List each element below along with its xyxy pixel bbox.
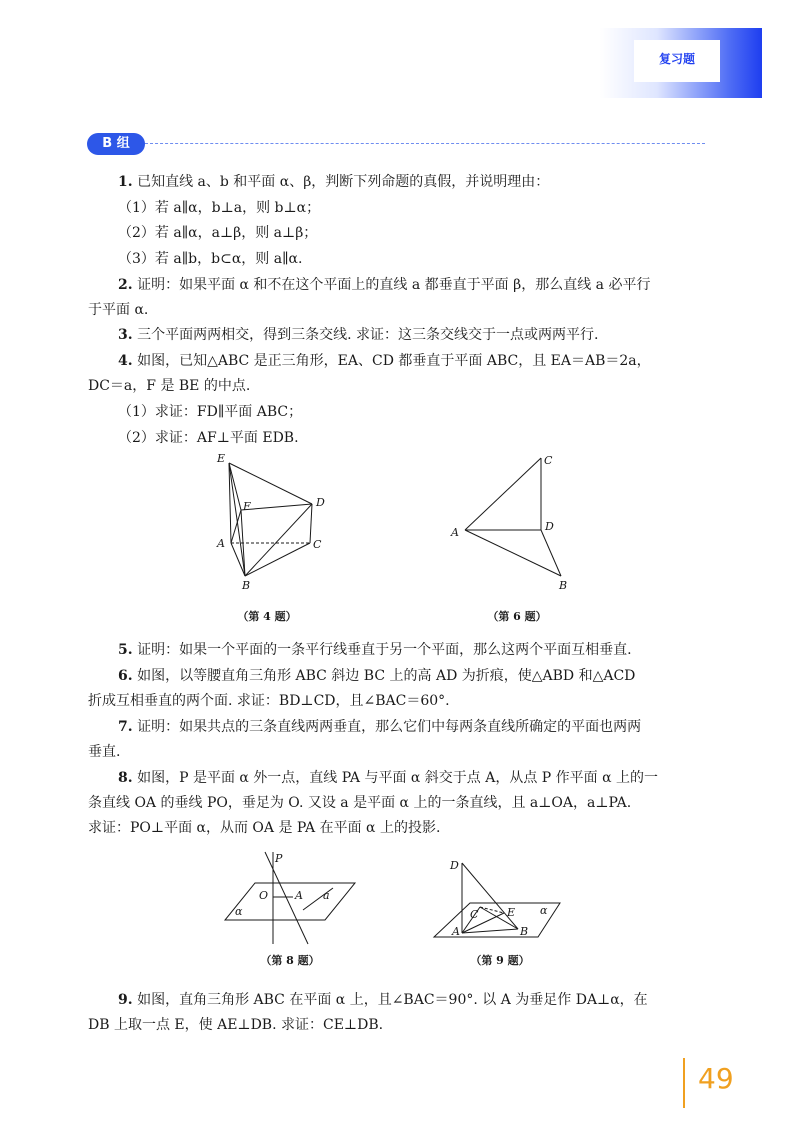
fig6-label-d: D xyxy=(545,520,554,533)
problem-4-item-2: （2）求证：AF⊥平面 EDB. xyxy=(118,430,299,446)
figure-6 xyxy=(445,448,585,598)
fig9-label-alpha: α xyxy=(540,904,548,917)
problem-6: 6. 如图，以等腰直角三角形 ABC 斜边 BC 上的高 AD 为折痕，使△ABD 和△ACD xyxy=(118,668,636,684)
problem-4: 4. 如图，已知△ABC 是正三角形，EA、CD 都垂直于平面 ABC，且 EA＝AB＝2a， xyxy=(118,353,651,369)
problem-1-item-2: （2）若 a∥α，a⊥β，则 a⊥β； xyxy=(118,225,318,241)
figure-4-caption: （第 4 题） xyxy=(237,610,297,623)
figure-9-caption: （第 9 题） xyxy=(470,954,530,967)
problem-7-cont: 垂直. xyxy=(88,744,121,760)
figure-9 xyxy=(430,855,570,945)
fig8-label-a: A xyxy=(295,889,303,902)
fig9-label-d: D xyxy=(450,859,459,872)
figure-8 xyxy=(215,848,365,946)
fig6-label-b: B xyxy=(559,579,568,592)
problem-2: 2. 证明：如果平面 α 和不在这个平面上的直线 a 都垂直于平面 β，那么直线 a 必平行 xyxy=(118,277,651,293)
problem-5: 5. 证明：如果一个平面的一条平行线垂直于另一个平面，那么这两个平面互相垂直. xyxy=(118,642,632,658)
fig6-label-c: C xyxy=(544,454,553,467)
problem-9-cont: DB 上取一点 E，使 AE⊥DB. 求证：CE⊥DB. xyxy=(88,1017,384,1033)
problem-9: 9. 如图，直角三角形 ABC 在平面 α 上，且∠BAC＝90°. 以 A 为垂足作 DA⊥α，在 xyxy=(118,992,648,1008)
fig8-label-p: P xyxy=(275,852,283,865)
page-number: 49 xyxy=(698,1062,734,1095)
problem-8-cont-2: 求证：PO⊥平面 α，从而 OA 是 PA 在平面 α 上的投影. xyxy=(88,820,441,836)
fig8-label-o: O xyxy=(259,889,269,902)
figure-4 xyxy=(205,448,345,598)
problem-1: 1. 已知直线 a、b 和平面 α、β，判断下列命题的真假，并说明理由： xyxy=(118,174,550,190)
fig4-label-d: D xyxy=(316,496,325,509)
fig4-label-a: A xyxy=(217,537,225,550)
fig8-label-alpha: α xyxy=(235,905,243,918)
fig4-label-e: E xyxy=(217,452,226,465)
fig9-label-b: B xyxy=(520,925,529,938)
page-number-rule xyxy=(683,1058,685,1108)
figure-8-caption: （第 8 题） xyxy=(260,954,320,967)
problem-4-cont: DC＝a，F 是 BE 的中点. xyxy=(88,378,251,394)
problem-1-item-1: （1）若 a∥α，b⊥a，则 b⊥α； xyxy=(118,200,321,216)
problem-6-cont: 折成互相垂直的两个面. 求证：BD⊥CD，且∠BAC＝60°. xyxy=(88,693,450,709)
section-title: 复习题 xyxy=(658,52,695,66)
fig9-label-c: C xyxy=(470,908,479,921)
fig8-label-line-a: a xyxy=(323,889,330,902)
fig9-label-a: A xyxy=(452,925,460,938)
problem-4-item-1: （1）求证：FD∥平面 ABC； xyxy=(118,404,303,420)
group-badge: B 组 xyxy=(87,133,145,155)
figure-6-caption: （第 6 题） xyxy=(487,610,547,623)
fig9-label-e: E xyxy=(507,906,516,919)
problem-8: 8. 如图，P 是平面 α 外一点，直线 PA 与平面 α 斜交于点 A，从点 P 作平面 α 上的一 xyxy=(118,770,659,786)
problem-8-cont-1: 条直线 OA 的垂线 PO，垂足为 O. 又设 a 是平面 α 上的一条直线，且 a⊥OA，a⊥PA. xyxy=(88,795,632,811)
fig4-label-f: F xyxy=(243,500,251,513)
problem-3: 3. 三个平面两两相交，得到三条交线. 求证：这三条交线交于一点或两两平行. xyxy=(118,327,599,343)
fig6-label-a: A xyxy=(451,526,459,539)
problem-2-cont: 于平面 α. xyxy=(88,302,149,318)
fig4-label-c: C xyxy=(313,538,322,551)
fig4-label-b: B xyxy=(242,579,251,592)
problem-1-item-3: （3）若 a∥b，b⊂α，则 a∥α. xyxy=(118,251,303,267)
group-divider xyxy=(145,143,705,144)
problem-7: 7. 证明：如果共点的三条直线两两垂直，那么它们中每两条直线所确定的平面也两两 xyxy=(118,719,642,735)
